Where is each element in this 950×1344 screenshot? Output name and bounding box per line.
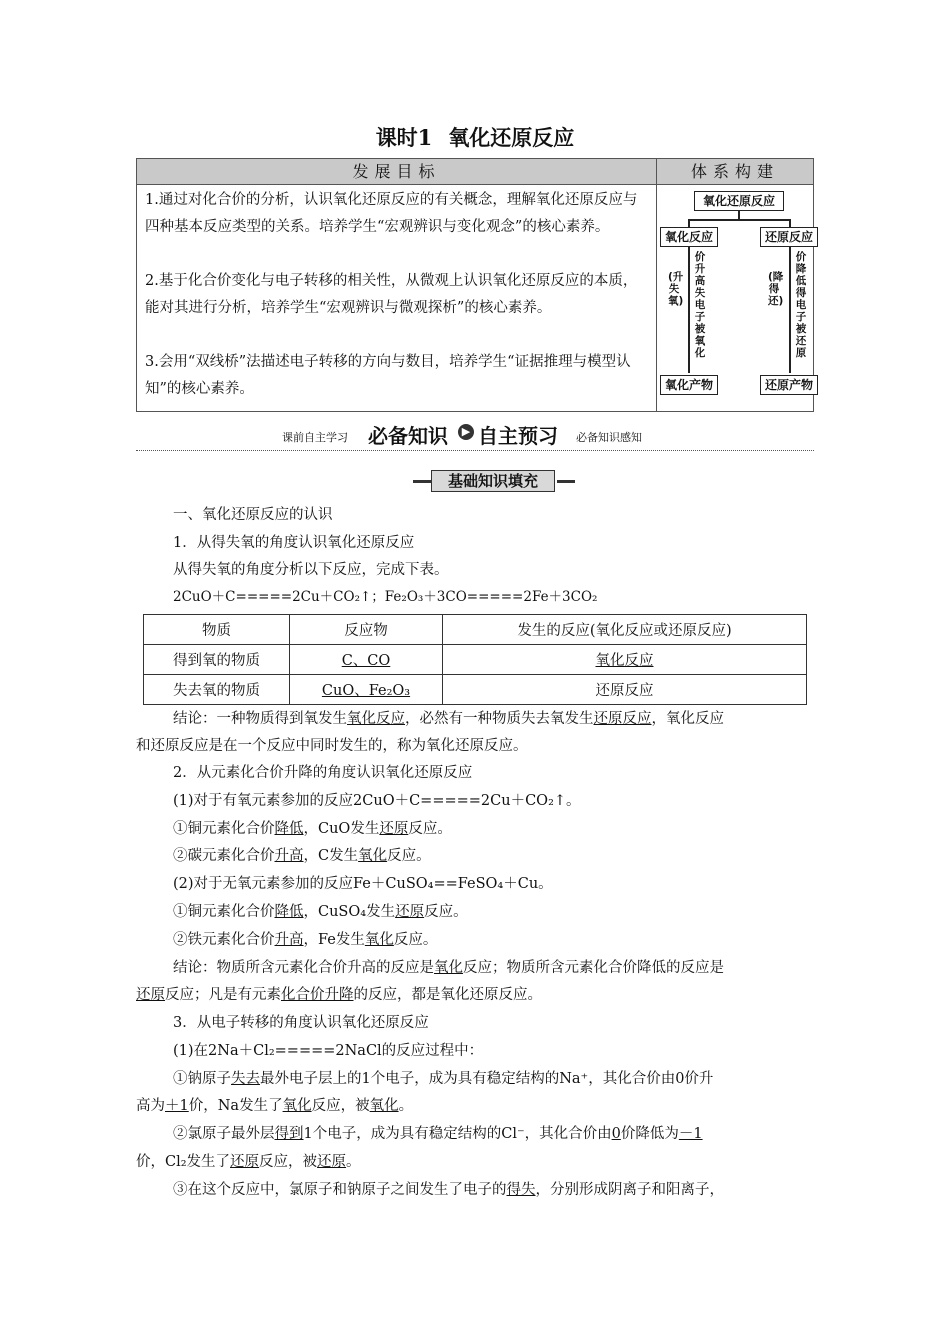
banner-left-text: 课前自主学习 bbox=[282, 431, 348, 444]
diagram-oxidation-box: 氧化反应 bbox=[660, 227, 718, 247]
diagram-reduction-box: 还原反应 bbox=[760, 227, 818, 247]
section-banner bbox=[136, 420, 814, 450]
goals-body bbox=[137, 185, 657, 411]
table-header: 反应物 bbox=[290, 615, 443, 645]
page-title bbox=[0, 122, 950, 152]
goal-item-2: 2.基于化合价变化与电子转移的相关性，从微观上认识氧化还原反应的本质，能对其进行分析，培养学生“宏观辨识与微观探析”的核心素养。 bbox=[145, 273, 638, 316]
arrow-right-icon: ▶ bbox=[458, 424, 474, 440]
title-main: 氧化还原反应 bbox=[448, 125, 575, 150]
table-cell: C、CO bbox=[290, 645, 443, 675]
heading-1-3: 3．从电子转移的角度认识氧化还原反应 bbox=[173, 1015, 429, 1031]
structure-diagram bbox=[658, 185, 813, 411]
goals-header: 发展目标 bbox=[137, 159, 657, 185]
table-row bbox=[144, 645, 807, 675]
item-b1: ①铜元素化合价降低，CuSO₄发生还原反应。 bbox=[173, 904, 468, 920]
conclusion-1-line-2: 和还原反应是在一个反应中同时发生的，称为氧化还原反应。 bbox=[136, 738, 528, 754]
diagram-top-box: 氧化还原反应 bbox=[694, 191, 784, 211]
subheading-2-1: (1)对于有氧元素参加的反应2CuO＋C=====2Cu＋CO₂↑。 bbox=[173, 793, 581, 809]
item-d1-line-1: ①钠原子失去最外电子层上的1个电子，成为具有稳定结构的Na⁺，其化合价由0价升 bbox=[173, 1071, 714, 1087]
heading-1: 一、氧化还原反应的认识 bbox=[173, 507, 333, 523]
table-header: 物质 bbox=[144, 615, 290, 645]
banner-divider bbox=[136, 450, 814, 453]
banner-title-2: 自主预习 bbox=[478, 424, 558, 448]
table-row bbox=[144, 675, 807, 705]
diagram-left-mnemonic: (升失氧) bbox=[668, 271, 684, 307]
item-f1: ③在这个反应中，氯原子和钠原子之间发生了电子的得失，分别形成阴离子和阳离子， bbox=[173, 1182, 724, 1198]
table-header: 发生的反应(氧化反应或还原反应) bbox=[443, 615, 807, 645]
subheading-2-2: (2)对于无氧元素参加的反应Fe＋CuSO₄==FeSO₄＋Cu。 bbox=[173, 876, 553, 892]
oxygen-table bbox=[143, 614, 807, 705]
goals-table bbox=[136, 158, 814, 412]
heading-1-2: 2．从元素化合价升降的角度认识氧化还原反应 bbox=[173, 765, 473, 781]
item-b2: ②铁元素化合价升高，Fe发生氧化反应。 bbox=[173, 932, 438, 948]
table-cell: 还原反应 bbox=[443, 675, 807, 705]
heading-1-1: 1．从得失氧的角度认识氧化还原反应 bbox=[173, 535, 415, 551]
item-a1: ①铜元素化合价降低，CuO发生还原反应。 bbox=[173, 821, 452, 837]
diagram-oxidation-product-box: 氧化产物 bbox=[660, 375, 718, 395]
table-cell: 氧化反应 bbox=[443, 645, 807, 675]
subheading-3-1: (1)在2Na＋Cl₂=====2NaCl的反应过程中： bbox=[173, 1043, 484, 1059]
diagram-left-text: 价升高失电子被氧化 bbox=[694, 251, 706, 359]
item-e1-line-2: 价，Cl₂发生了还原反应，被还原。 bbox=[136, 1154, 361, 1170]
structure-header: 体系构建 bbox=[657, 159, 813, 185]
table-cell: CuO、Fe₂O₃ bbox=[290, 675, 443, 705]
banner-right-text: 必备知识感知 bbox=[576, 431, 642, 444]
item-a2: ②碳元素化合价升高，C发生氧化反应。 bbox=[173, 848, 431, 864]
table-cell: 失去氧的物质 bbox=[144, 675, 290, 705]
conclusion-1-line-1: 结论：一种物质得到氧发生氧化反应，必然有一种物质失去氧发生还原反应，氧化反应 bbox=[173, 711, 724, 727]
title-prefix: 课时1 bbox=[375, 125, 433, 150]
section-label-text: 基础知识填充 bbox=[431, 470, 555, 492]
section-label bbox=[413, 470, 575, 492]
goal-item-1: 1.通过对化合价的分析，认识氧化还原反应的有关概念，理解氧化还原反应与四种基本反应类型的关系。培养学生“宏观辨识与变化观念”的核心素养。 bbox=[145, 192, 638, 235]
reaction-equations: 2CuO＋C=====2Cu＋CO₂↑；Fe₂O₃＋3CO=====2Fe＋3CO₂ bbox=[173, 589, 598, 605]
item-e1-line-1: ②氯原子最外层得到1个电子，成为具有稳定结构的Cl⁻，其化合价由0价降低为－1 bbox=[173, 1126, 703, 1142]
goal-item-3: 3.会用“双线桥”法描述电子转移的方向与数目，培养学生“证据推理与模型认知”的核心素养。 bbox=[145, 354, 631, 397]
conclusion-2-line-2: 还原反应；凡是有元素化合价升降的反应，都是氧化还原反应。 bbox=[136, 987, 542, 1003]
diagram-right-mnemonic: (降得还) bbox=[768, 271, 784, 307]
instruction-text: 从得失氧的角度分析以下反应，完成下表。 bbox=[173, 562, 449, 578]
table-cell: 得到氧的物质 bbox=[144, 645, 290, 675]
diagram-right-text: 价降低得电子被还原 bbox=[795, 251, 807, 359]
conclusion-2-line-1: 结论：物质所含元素化合价升高的反应是氧化反应；物质所含元素化合价降低的反应是 bbox=[173, 960, 724, 976]
banner-title-1: 必备知识 bbox=[368, 424, 448, 448]
item-d1-line-2: 高为＋1价，Na发生了氧化反应，被氧化。 bbox=[136, 1098, 414, 1114]
diagram-reduction-product-box: 还原产物 bbox=[760, 375, 818, 395]
